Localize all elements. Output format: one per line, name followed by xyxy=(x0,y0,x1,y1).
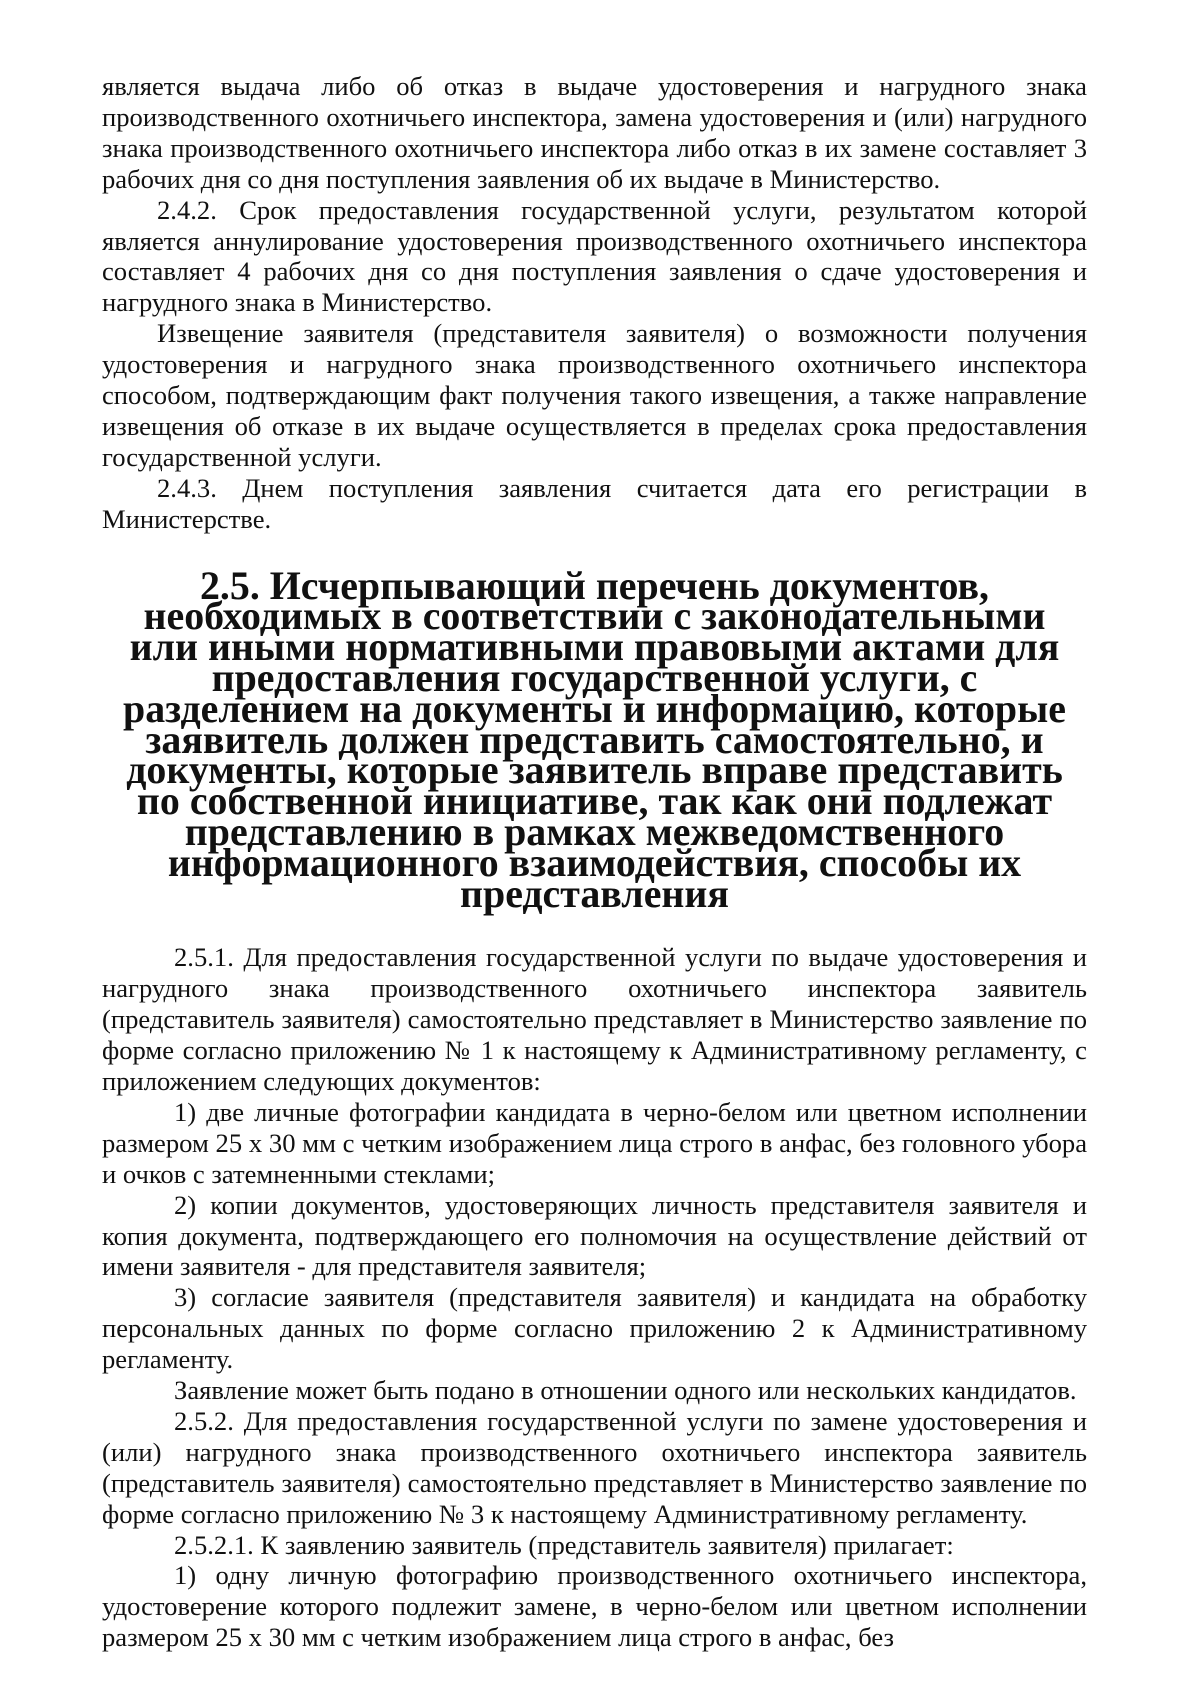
paragraph-2-5-2: 2.5.2. Для предоставления государственной услуги по замене удостоверения и (или) нагрудного знака производственного охотничьего инспектора заявитель (представитель заявителя) самостоятельно представляет в Министерство заявление по форме согласно приложению № 3 к настоящему Административному регламенту. xyxy=(102,1405,1087,1529)
paragraph-continuation: является выдача либо об отказ в выдаче удостоверения и нагрудного знака производственного охотничьего инспектора, замена удостоверения и (или) нагрудного знака производственного охотничьего инспектора либо отказ в их замене составляет 3 рабочих дня со дня поступления заявления об их выдаче в Министерство. xyxy=(102,71,1087,194)
section-heading-2-5: 2.5. Исчерпывающий перечень документов, необходимых в соответствии с законодательными или иными нормативными правовыми актами для предоставления государственной услуги, с разделением на документы и информацию, которые заявитель должен представить самостоятельно, и документы, которые заявитель вправе представить по собственной инициативе, так как они подлежат представлению в рамках межведомственного информационного взаимодействия, способы их представления xyxy=(123,562,1066,916)
paragraph-2-4-2: 2.4.2. Срок предоставления государственной услуги, результатом которой является аннулирование удостоверения производственного охотничьего инспектора составляет 4 рабочих дня со дня поступления заявления о сдаче удостоверения и нагрудного знака в Министерство. xyxy=(102,194,1087,318)
paragraph-2-4-3: 2.4.3. Днем поступления заявления считается дата его регистрации в Министерстве. xyxy=(102,472,1087,534)
paragraph-notification: Извещение заявителя (представителя заявителя) о возможности получения удостоверения и нагрудного знака производственного охотничьего инспектора способом, подтверждающим факт получения такого извещения, а также направление извещения об отказе в их выдаче осуществляется в пределах срока предоставления государственной услуги. xyxy=(102,318,1087,472)
list-item-2-copies: 2) копии документов, удостоверяющих личность представителя заявителя и копия документа, подтверждающего его полномочия на осуществление действий от имени заявителя - для представителя заявителя; xyxy=(102,1189,1087,1282)
paragraph-2-5-1: 2.5.1. Для предоставления государственной услуги по выдаче удостоверения и нагрудного знака производственного охотничьего инспектора заявитель (представитель заявителя) самостоятельно представляет в Министерство заявление по форме согласно приложению № 1 к настоящему к Административному регламенту, с приложением следующих документов: xyxy=(102,942,1087,1096)
list-item-1-photo: 1) одну личную фотографию производственного охотничьего инспектора, удостоверение которого подлежит замене, в черно-белом или цветном исполнении размером 25 х 30 мм с четким изображением лица строго в анфас, без xyxy=(102,1560,1087,1653)
list-item-3-consent: 3) согласие заявителя (представителя заявителя) и кандидата на обработку персональных данных по форме согласно приложению 2 к Административному регламенту. xyxy=(102,1282,1087,1375)
paragraph-2-5-2-1: 2.5.2.1. К заявлению заявитель (представитель заявителя) прилагает: xyxy=(174,1529,954,1560)
list-item-1-photos: 1) две личные фотографии кандидата в черно-белом или цветном исполнении размером 25 х 30 мм с четким изображением лица строго в анфас, без головного убора и очков с затемненными стеклами; xyxy=(102,1096,1087,1189)
paragraph-candidates: Заявление может быть подано в отношении одного или нескольких кандидатов. xyxy=(174,1375,1077,1406)
